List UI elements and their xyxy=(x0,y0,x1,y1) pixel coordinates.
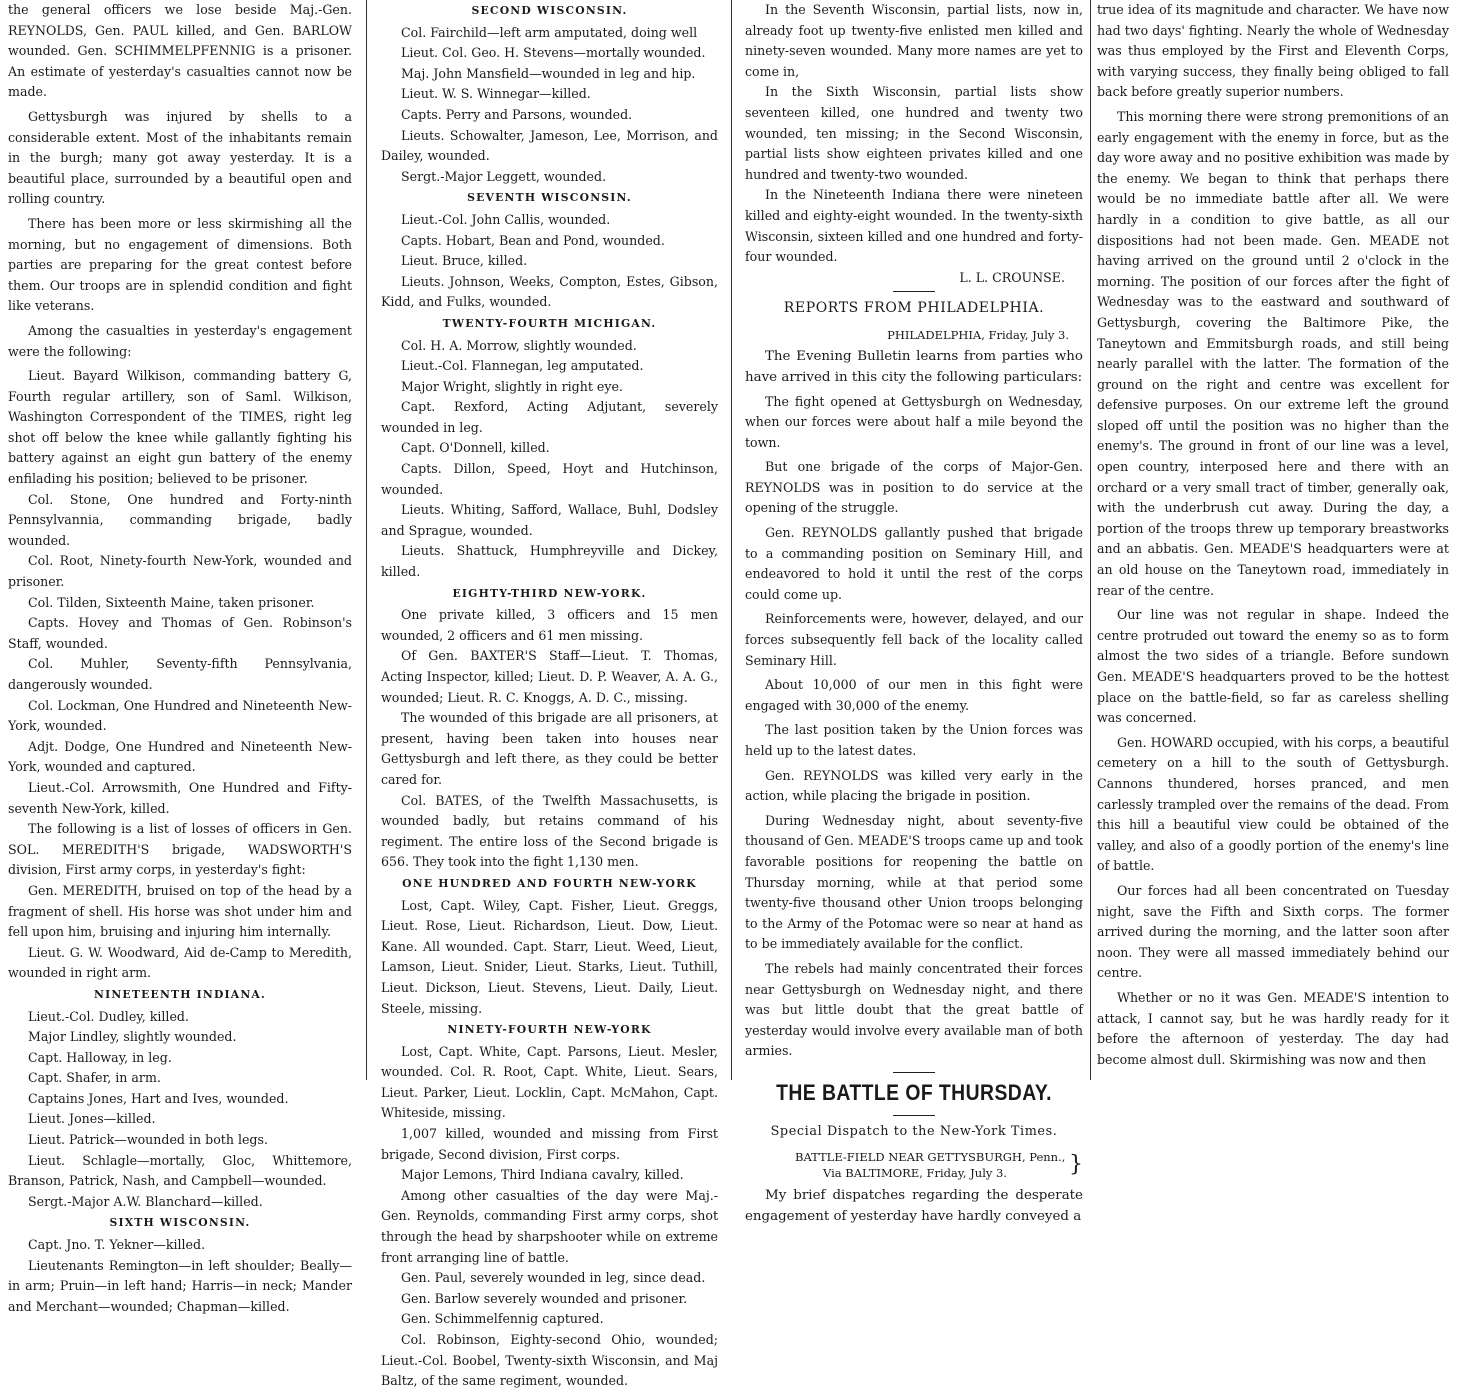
casualty-entry: Lieut.-Col. Dudley, killed. xyxy=(28,1008,189,1024)
casualty-entry: Capt. Halloway, in leg. xyxy=(28,1049,172,1065)
paragraph: The rebels had mainly concentrated their forces near Gettysburgh on Wednesday night, and there was but little doubt that the great battle of yesterday would involve every available man of both armies. xyxy=(745,960,1083,1059)
column-1 xyxy=(8,0,352,1314)
casualty-entry: Lieuts. Shattuck, Humphreyville and Dickey, killed. xyxy=(381,543,718,580)
column-4 xyxy=(1097,0,1449,1080)
section-heading: SIXTH WISCONSIN. xyxy=(109,1216,251,1230)
casualty-entry: Lost, Capt. White, Capt. Parsons, Lieut. Mesler, wounded. Col. R. Root, Capt. White, Lieut. Sears, Lieut. Parker, Lieut. Locklin, Capt. McMahon, Capt. Whiteside, missing. xyxy=(381,1043,718,1121)
section-heading: EIGHTY-THIRD NEW-YORK. xyxy=(452,586,647,600)
paragraph: In the Nineteenth Indiana there were nineteen killed and eighty-eight wounded. In the twenty-sixth Wisconsin, sixteen killed and one hundred and forty-four wounded. xyxy=(745,187,1083,265)
section-heading: ONE HUNDRED AND FOURTH NEW-YORK xyxy=(402,876,697,890)
paragraph: true idea of its magnitude and character. We have now had two days' fighting. Nearly the whole of Wednesday was thus employed by the First and Eleventh Corps, with varying success, they finally being obliged to fall back before greatly superior numbers. xyxy=(1097,2,1449,100)
dateline-line: Via BALTIMORE, Friday, July 3. xyxy=(823,1165,1007,1180)
paragraph: Among other casualties of the day were Maj.-Gen. Reynolds, commanding First army corps, shot through the head by sharpshooter while on extreme front arranging line of battle. xyxy=(381,1187,718,1265)
casualty-entry: Col. Fairchild—left arm amputated, doing well xyxy=(401,24,698,40)
paragraph: Whether or no it was Gen. MEADE'S intention to attack, I cannot say, but he was hardly ready for it before the afternoon of yesterday. The day had become almost dull. Skirmishing was now and then xyxy=(1097,989,1449,1067)
casualty-entry: Gen. Barlow severely wounded and prisoner. xyxy=(401,1290,688,1306)
casualty-entry: Lieut. W. S. Winnegar—killed. xyxy=(401,86,591,102)
paragraph: Gettysburgh was injured by shells to a considerable extent. Most of the inhabitants remain in the burgh; many got away yesterday. It is a beautiful place, surrounded by a beautiful open and rolling country. xyxy=(8,108,352,207)
paragraph: In the Sixth Wisconsin, partial lists show seventeen killed, one hundred and twenty two wounded, ten missing; in the Second Wisconsin, partial lists show eighteen privates killed and one hundred and twenty-two wounded. xyxy=(745,84,1083,182)
casualty-entry: Lieut. G. W. Woodward, Aid de-Camp to Meredith, wounded in right arm. xyxy=(8,944,352,981)
casualty-entry: Lieuts. Whiting, Safford, Wallace, Buhl, Dodsley and Sprague, wounded. xyxy=(381,502,718,538)
dateline-block xyxy=(745,1149,1083,1181)
column-2 xyxy=(381,0,718,1389)
casualty-entry: Capt. Jno. T. Yekner—killed. xyxy=(28,1237,206,1253)
dateline-line: BATTLE-FIELD NEAR GETTYSBURGH, Penn., xyxy=(795,1149,1066,1164)
paragraph: the general officers we lose beside Maj.-Gen. REYNOLDS, Gen. PAUL killed, and Gen. BARLOW wounded. Gen. SCHIMMELPFENNIG is a prisoner. An estimate of yesterday's casualties cannot now be made. xyxy=(8,2,352,100)
dateline: PHILADELPHIA, Friday, July 3. xyxy=(887,327,1069,342)
casualty-entry: Major Lemons, Third Indiana cavalry, killed. xyxy=(401,1167,684,1183)
section-divider xyxy=(893,1072,935,1073)
casualty-entry: Col. Root, Ninety-fourth New-York, wounded and prisoner. xyxy=(8,553,352,590)
paragraph: Among the casualties in yesterday's engagement were the following: xyxy=(8,322,352,359)
casualty-entry: Capt. Shafer, in arm. xyxy=(28,1070,161,1086)
casualty-entry: Sergt.-Major A.W. Blanchard—killed. xyxy=(28,1193,263,1209)
casualty-entry: Lieutenants Remington—in left shoulder; Beally—in arm; Pruin—in left hand; Harris—in neck; Mander and Merchant—wounded; Chapman—killed. xyxy=(8,1257,352,1314)
casualty-entry: Major Lindley, slightly wounded. xyxy=(28,1029,237,1045)
section-heading: NINETY-FOURTH NEW-YORK xyxy=(447,1023,652,1037)
paragraph: The following is a list of losses of officers in Gen. SOL. MEREDITH'S brigade, WADSWORTH'S division, First army corps, in yesterday's fight: xyxy=(8,821,352,878)
column-rule-1 xyxy=(366,0,367,1080)
casualty-entry: Maj. John Mansfield—wounded in leg and hip. xyxy=(401,65,696,81)
casualty-entry: Gen. Paul, severely wounded in leg, since dead. xyxy=(401,1270,706,1286)
casualty-entry: Major Wright, slightly in right eye. xyxy=(401,378,623,394)
paragraph: Reinforcements were, however, delayed, and our forces subsequently fell back of the locality called Seminary Hill. xyxy=(745,611,1083,668)
brace-glyph: } xyxy=(1069,1151,1083,1177)
paragraph: During Wednesday night, about seventy-five thousand of Gen. MEADE'S troops came up and took favorable positions for reopening the battle on Thursday morning, while at that period some twenty-five thousand other Union troops belonging to the Army of the Potomac were so near at hand as to be immediately available for the conflict. xyxy=(745,812,1083,952)
casualty-entry: Col. Muhler, Seventy-fifth Pennsylvania, dangerously wounded. xyxy=(8,656,352,692)
casualty-entry: Col. Lockman, One Hundred and Nineteenth New-York, wounded. xyxy=(8,697,352,734)
paragraph: Our forces had all been concentrated on Tuesday night, save the Fifth and Sixth corps. The former arrived during the morning, and the latter soon after noon. They were all massed immediately behind our centre. xyxy=(1097,882,1449,981)
paragraph: The last position taken by the Union forces was held up to the latest dates. xyxy=(745,722,1083,758)
casualty-entry: Lieut. Bruce, killed. xyxy=(401,253,528,269)
paragraph: Col. BATES, of the Twelfth Massachusetts, is wounded badly, but retains command of his regiment. The entire loss of the Second brigade is 656. They took into the fight 1,130 men. xyxy=(381,792,718,870)
casualty-entry: Col. Tilden, Sixteenth Maine, taken prisoner. xyxy=(28,594,315,610)
casualty-entry: Lieut. Col. Geo. H. Stevens—mortally wounded. xyxy=(401,45,706,61)
casualty-entry: Lost, Capt. Wiley, Capt. Fisher, Lieut. Greggs, Lieut. Rose, Lieut. Richardson, Lieut. Dow, Lieut. Kane. All wounded. Capt. Starr, Lieut. Weed, Lieut, Lamson, Lieut. Snider, Lieut. Starks, Lieut. Tuthill, Lieut. Dickson, Lieut. Stevens, Lieut. Daily, Lieut. Steele, missing. xyxy=(381,897,718,1016)
casualty-entry: Sergt.-Major Leggett, wounded. xyxy=(401,168,607,184)
casualty-entry: Lieut.-Col. John Callis, wounded. xyxy=(401,211,611,227)
casualty-entry: Capt. Rexford, Acting Adjutant, severely wounded in leg. xyxy=(381,399,718,435)
paragraph: This morning there were strong premonitions of an early engagement with the enemy in force, but as the day wore away and no positive exhibition was made by the enemy. We began to think that perhaps there would be no immediate battle after all. We were hardly in a condition to give battle, as all our dispositions had not been made. Gen. MEADE not having arrived on the ground until 2 o'clock in the morning. The position of our forces after the fight of Wednesday was to the eastward and southward of Gettysburgh, covering the Baltimore Pike, the Taneytown and Emmitsburgh roads, and still being nearly parallel with the latter. The formation of the ground on the right and centre was excellent for defensive purposes. On our extreme left the ground sloped off until the position was no higher than the enemy's. The ground in front of our line was a level, open country, interposed here and there with an orchard or a very small tract of timber, generally oak, with the underbrush cut away. During the day, a portion of the troops threw up temporary breastworks and an abbatis. Gen. MEADE'S headquarters were at an old house on the Taneytown road, immediately in rear of the centre. xyxy=(1097,108,1449,598)
casualty-entry: Col. Stone, One hundred and Forty-ninth Pennsylvannia, commanding brigade, badly wounded. xyxy=(8,491,352,548)
signature-line: L. L. CROUNSE. xyxy=(959,269,1065,285)
casualty-entry: Lieut. Schlagle—mortally, Gloc, Whittemore, Branson, Patrick, Nash, and Campbell—wounded. xyxy=(8,1152,352,1189)
paragraph: Gen. REYNOLDS gallantly pushed that brigade to a commanding position on Seminary Hill, and endeavored to hold it until the rest of the corps could come up. xyxy=(745,525,1083,602)
paragraph: There has been more or less skirmishing all the morning, but no engagement of dimensions. Both parties are preparing for the great contest before them. Our troops are in splendid condition and fight like veterans. xyxy=(8,215,352,314)
paragraph: In the Seventh Wisconsin, partial lists, now in, already foot up twenty-five enlisted men killed and ninety-seven wounded. Many more names are yet to come in, xyxy=(745,2,1083,79)
casualty-entry: Col. Robinson, Eighty-second Ohio, wounded; Lieut.-Col. Boobel, Twenty-sixth Wisconsin, and Maj Baltz, of the same regiment, wounded. xyxy=(381,1332,718,1389)
casualty-entry: Lieut.-Col. Arrowsmith, One Hundred and Fifty-seventh New-York, killed. xyxy=(8,779,352,816)
paragraph: The Evening Bulletin learns from parties who have arrived in this city the following particulars: xyxy=(745,348,1083,385)
column-3 xyxy=(745,0,1083,1224)
casualty-entry: Adjt. Dodge, One Hundred and Nineteenth New-York, wounded and captured. xyxy=(8,738,352,775)
article-headline: REPORTS FROM PHILADELPHIA. xyxy=(783,300,1045,317)
casualty-entry: Gen. Schimmelfennig captured. xyxy=(401,1311,604,1327)
casualty-entry: Capts. Hobart, Bean and Pond, wounded. xyxy=(401,232,665,248)
casualty-entry: Capt. O'Donnell, killed. xyxy=(401,440,550,456)
casualty-entry: Of Gen. BAXTER'S Staff—Lieut. T. Thomas, Acting Inspector, killed; Lieut. D. P. Weaver, A. A. G., wounded; Lieut. R. C. Knoggs, A. D. C., missing. xyxy=(381,648,718,705)
casualty-entry: Capts. Perry and Parsons, wounded. xyxy=(401,106,633,122)
casualty-entry: Lieuts. Schowalter, Jameson, Lee, Morrison, and Dailey, wounded. xyxy=(381,127,718,164)
casualty-entry: 1,007 killed, wounded and missing from First brigade, Second division, First corps. xyxy=(381,1126,718,1162)
casualty-entry: Lieut. Patrick—wounded in both legs. xyxy=(28,1132,268,1148)
section-heading: SECOND WISCONSIN. xyxy=(471,4,628,17)
casualty-entry: Gen. MEREDITH, bruised on top of the head by a fragment of shell. His horse was shot under him and fell upon him, bruising and injuring him internally. xyxy=(8,882,352,940)
casualty-entry: Lieuts. Johnson, Weeks, Compton, Estes, Gibson, Kidd, and Fulks, wounded. xyxy=(381,273,718,310)
column-rule-2 xyxy=(731,0,732,1080)
casualty-entry: Lieut. Jones—killed. xyxy=(28,1111,156,1127)
section-heading: TWENTY-FOURTH MICHIGAN. xyxy=(442,316,657,330)
paragraph: Gen. HOWARD occupied, with his corps, a beautiful cemetery on a hill to the south of Gettysburgh. Cannons thundered, horses pranced, and men carlessly trampled over the remains of the dead. From this hill a beautiful view could be obtained of the valley, and also of a goodly portion of the enemy's line of battle. xyxy=(1097,734,1449,874)
section-heading: SEVENTH WISCONSIN. xyxy=(467,191,632,205)
paragraph: The wounded of this brigade are all prisoners, at present, having been taken into houses near Gettysburgh and left there, as they could be better cared for. xyxy=(381,710,718,787)
paragraph: Gen. REYNOLDS was killed very early in the action, while placing the brigade in position. xyxy=(745,767,1083,804)
section-divider xyxy=(893,1115,935,1116)
section-heading: NINETEENTH INDIANA. xyxy=(94,987,266,1001)
casualty-entry: Capts. Dillon, Speed, Hoyt and Hutchinson, wounded. xyxy=(381,461,718,497)
column-rule-3 xyxy=(1090,0,1091,1080)
casualty-entry: Capts. Hovey and Thomas of Gen. Robinson's Staff, wounded. xyxy=(8,615,352,651)
paragraph: About 10,000 of our men in this fight were engaged with 30,000 of the enemy. xyxy=(745,677,1083,713)
casualty-entry: Lieut.-Col. Flannegan, leg amputated. xyxy=(401,358,644,374)
casualty-entry: One private killed, 3 officers and 15 men wounded, 2 officers and 61 men missing. xyxy=(381,607,718,643)
casualty-entry: Col. H. A. Morrow, slightly wounded. xyxy=(401,337,637,353)
casualty-entry: Lieut. Bayard Wilkison, commanding battery G, Fourth regular artillery, son of Saml. Wilkison, Washington Correspondent of the TIMES, right leg shot off below the knee while gallantly fighting his battery against an eight gun battery of the enemy enfilading his position; believed to be prisoner. xyxy=(8,368,352,487)
paragraph: My brief dispatches regarding the desperate engagement of yesterday have hardly conveyed a xyxy=(745,1187,1083,1224)
article-headline: THE BATTLE OF THURSDAY. xyxy=(776,1079,1052,1105)
paragraph: Our line was not regular in shape. Indeed the centre protruded out toward the enemy so as to form almost the two sides of a triangle. Before sundown Gen. MEADE'S headquarters proved to be the hottest place on the battle-field, so far as careless shelling was concerned. xyxy=(1097,607,1449,726)
casualty-entry: Captains Jones, Hart and Ives, wounded. xyxy=(28,1090,289,1106)
paragraph: The fight opened at Gettysburgh on Wednesday, when our forces were about half a mile beyond the town. xyxy=(745,393,1083,450)
paragraph: But one brigade of the corps of Major-Gen. REYNOLDS was in position to do service at the opening of the struggle. xyxy=(745,459,1083,516)
article-subheadline: Special Dispatch to the New-York Times. xyxy=(770,1123,1058,1139)
section-divider xyxy=(893,291,935,292)
